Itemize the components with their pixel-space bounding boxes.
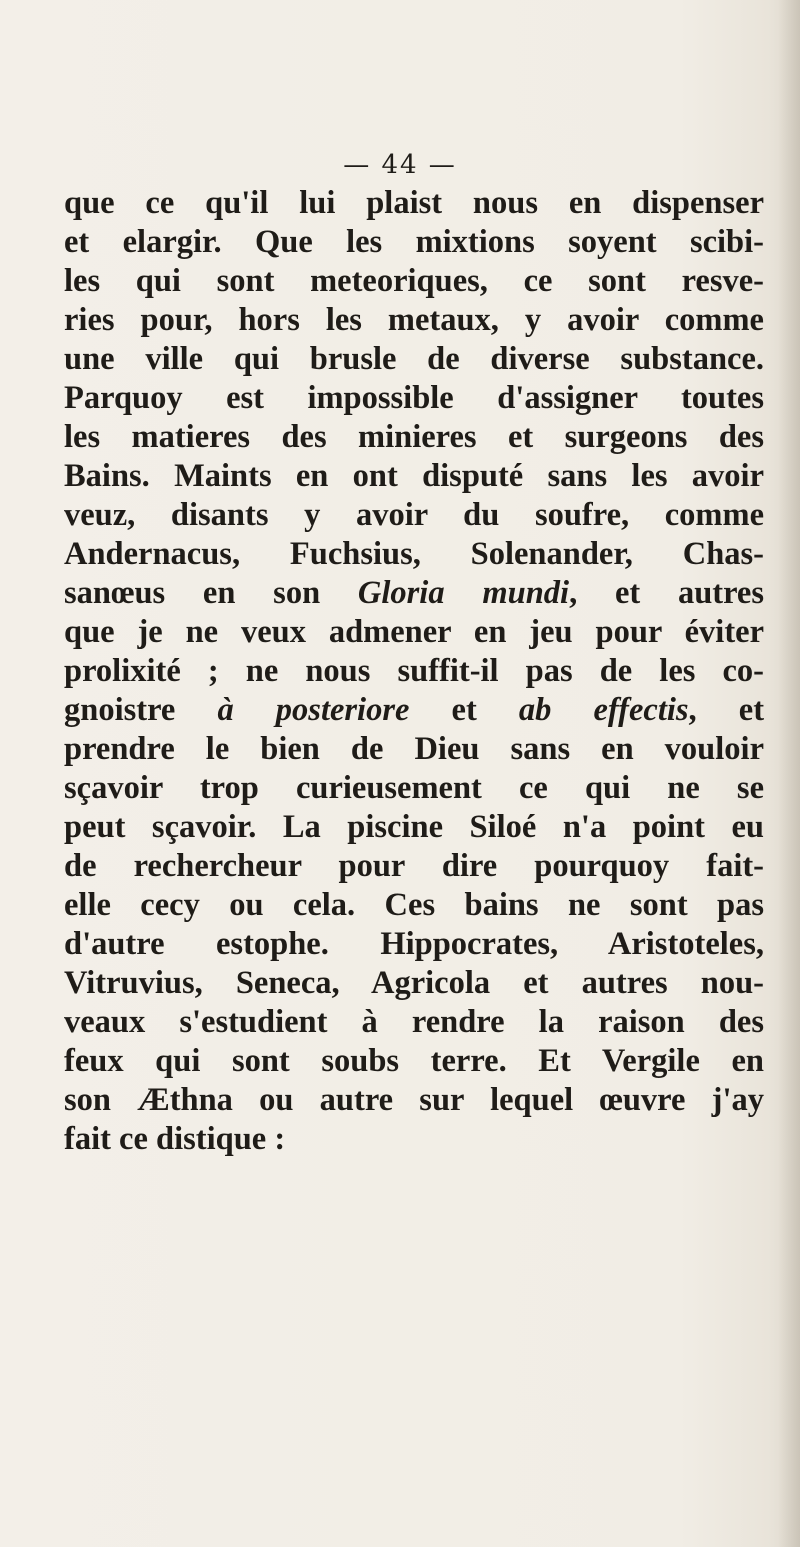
italic-phrase: à posteriore <box>217 692 410 728</box>
text-line: sanœus en son Gloria mundi, et autres <box>64 575 765 611</box>
text-line: veaux s'estudient à rendre la raison des <box>64 1004 764 1040</box>
text-line: les qui sont meteoriques, ce sont resve- <box>64 263 764 299</box>
text-line: veuz, disants y avoir du soufre, comme <box>64 497 764 533</box>
text-line: Vitruvius, Seneca, Agricola et autres nou- <box>64 965 764 1001</box>
text-line: sçavoir trop curieusement ce qui ne se <box>64 770 764 806</box>
text-line: une ville qui brusle de diverse substance. <box>64 341 764 377</box>
text-line: gnoistre à posteriore et ab effectis, et <box>64 692 765 728</box>
page-edge-shadow <box>778 0 800 1547</box>
text-line: Andernacus, Fuchsius, Solenander, Chas- <box>64 536 764 572</box>
text-line: son Æthna ou autre sur lequel œuvre j'ay <box>64 1082 764 1118</box>
italic-phrase: ab effectis <box>518 692 689 728</box>
body-text <box>64 184 764 1159</box>
text-line: peut sçavoir. La piscine Siloé n'a point eu <box>64 809 764 845</box>
text-line: ries pour, hors les metaux, y avoir comme <box>64 302 764 338</box>
text-line: Parquoy est impossible d'assigner toutes <box>64 380 764 416</box>
text-line: que ce qu'il lui plaist nous en dispenser <box>64 185 764 221</box>
text-line: et elargir. Que les mixtions soyent scibi- <box>64 224 764 260</box>
page-number: — 44 — <box>343 150 457 180</box>
text-line: les matieres des minieres et surgeons des <box>64 419 764 455</box>
text-line: Bains. Maints en ont disputé sans les avoir <box>64 458 764 494</box>
italic-title: Gloria mundi <box>357 575 570 611</box>
text-line: elle cecy ou cela. Ces bains ne sont pas <box>64 887 764 923</box>
text-line: prendre le bien de Dieu sans en vouloir <box>64 731 764 767</box>
text-line: fait ce distique : <box>64 1121 286 1157</box>
text-line: que je ne veux admener en jeu pour éviter <box>64 614 764 650</box>
text-line: feux qui sont soubs terre. Et Vergile en <box>64 1043 764 1079</box>
text-line: d'autre estophe. Hippocrates, Aristoteles, <box>64 926 764 962</box>
text-line: prolixité ; ne nous suffit-il pas de les co- <box>64 653 764 689</box>
text-line: de rechercheur pour dire pourquoy fait- <box>64 848 764 884</box>
